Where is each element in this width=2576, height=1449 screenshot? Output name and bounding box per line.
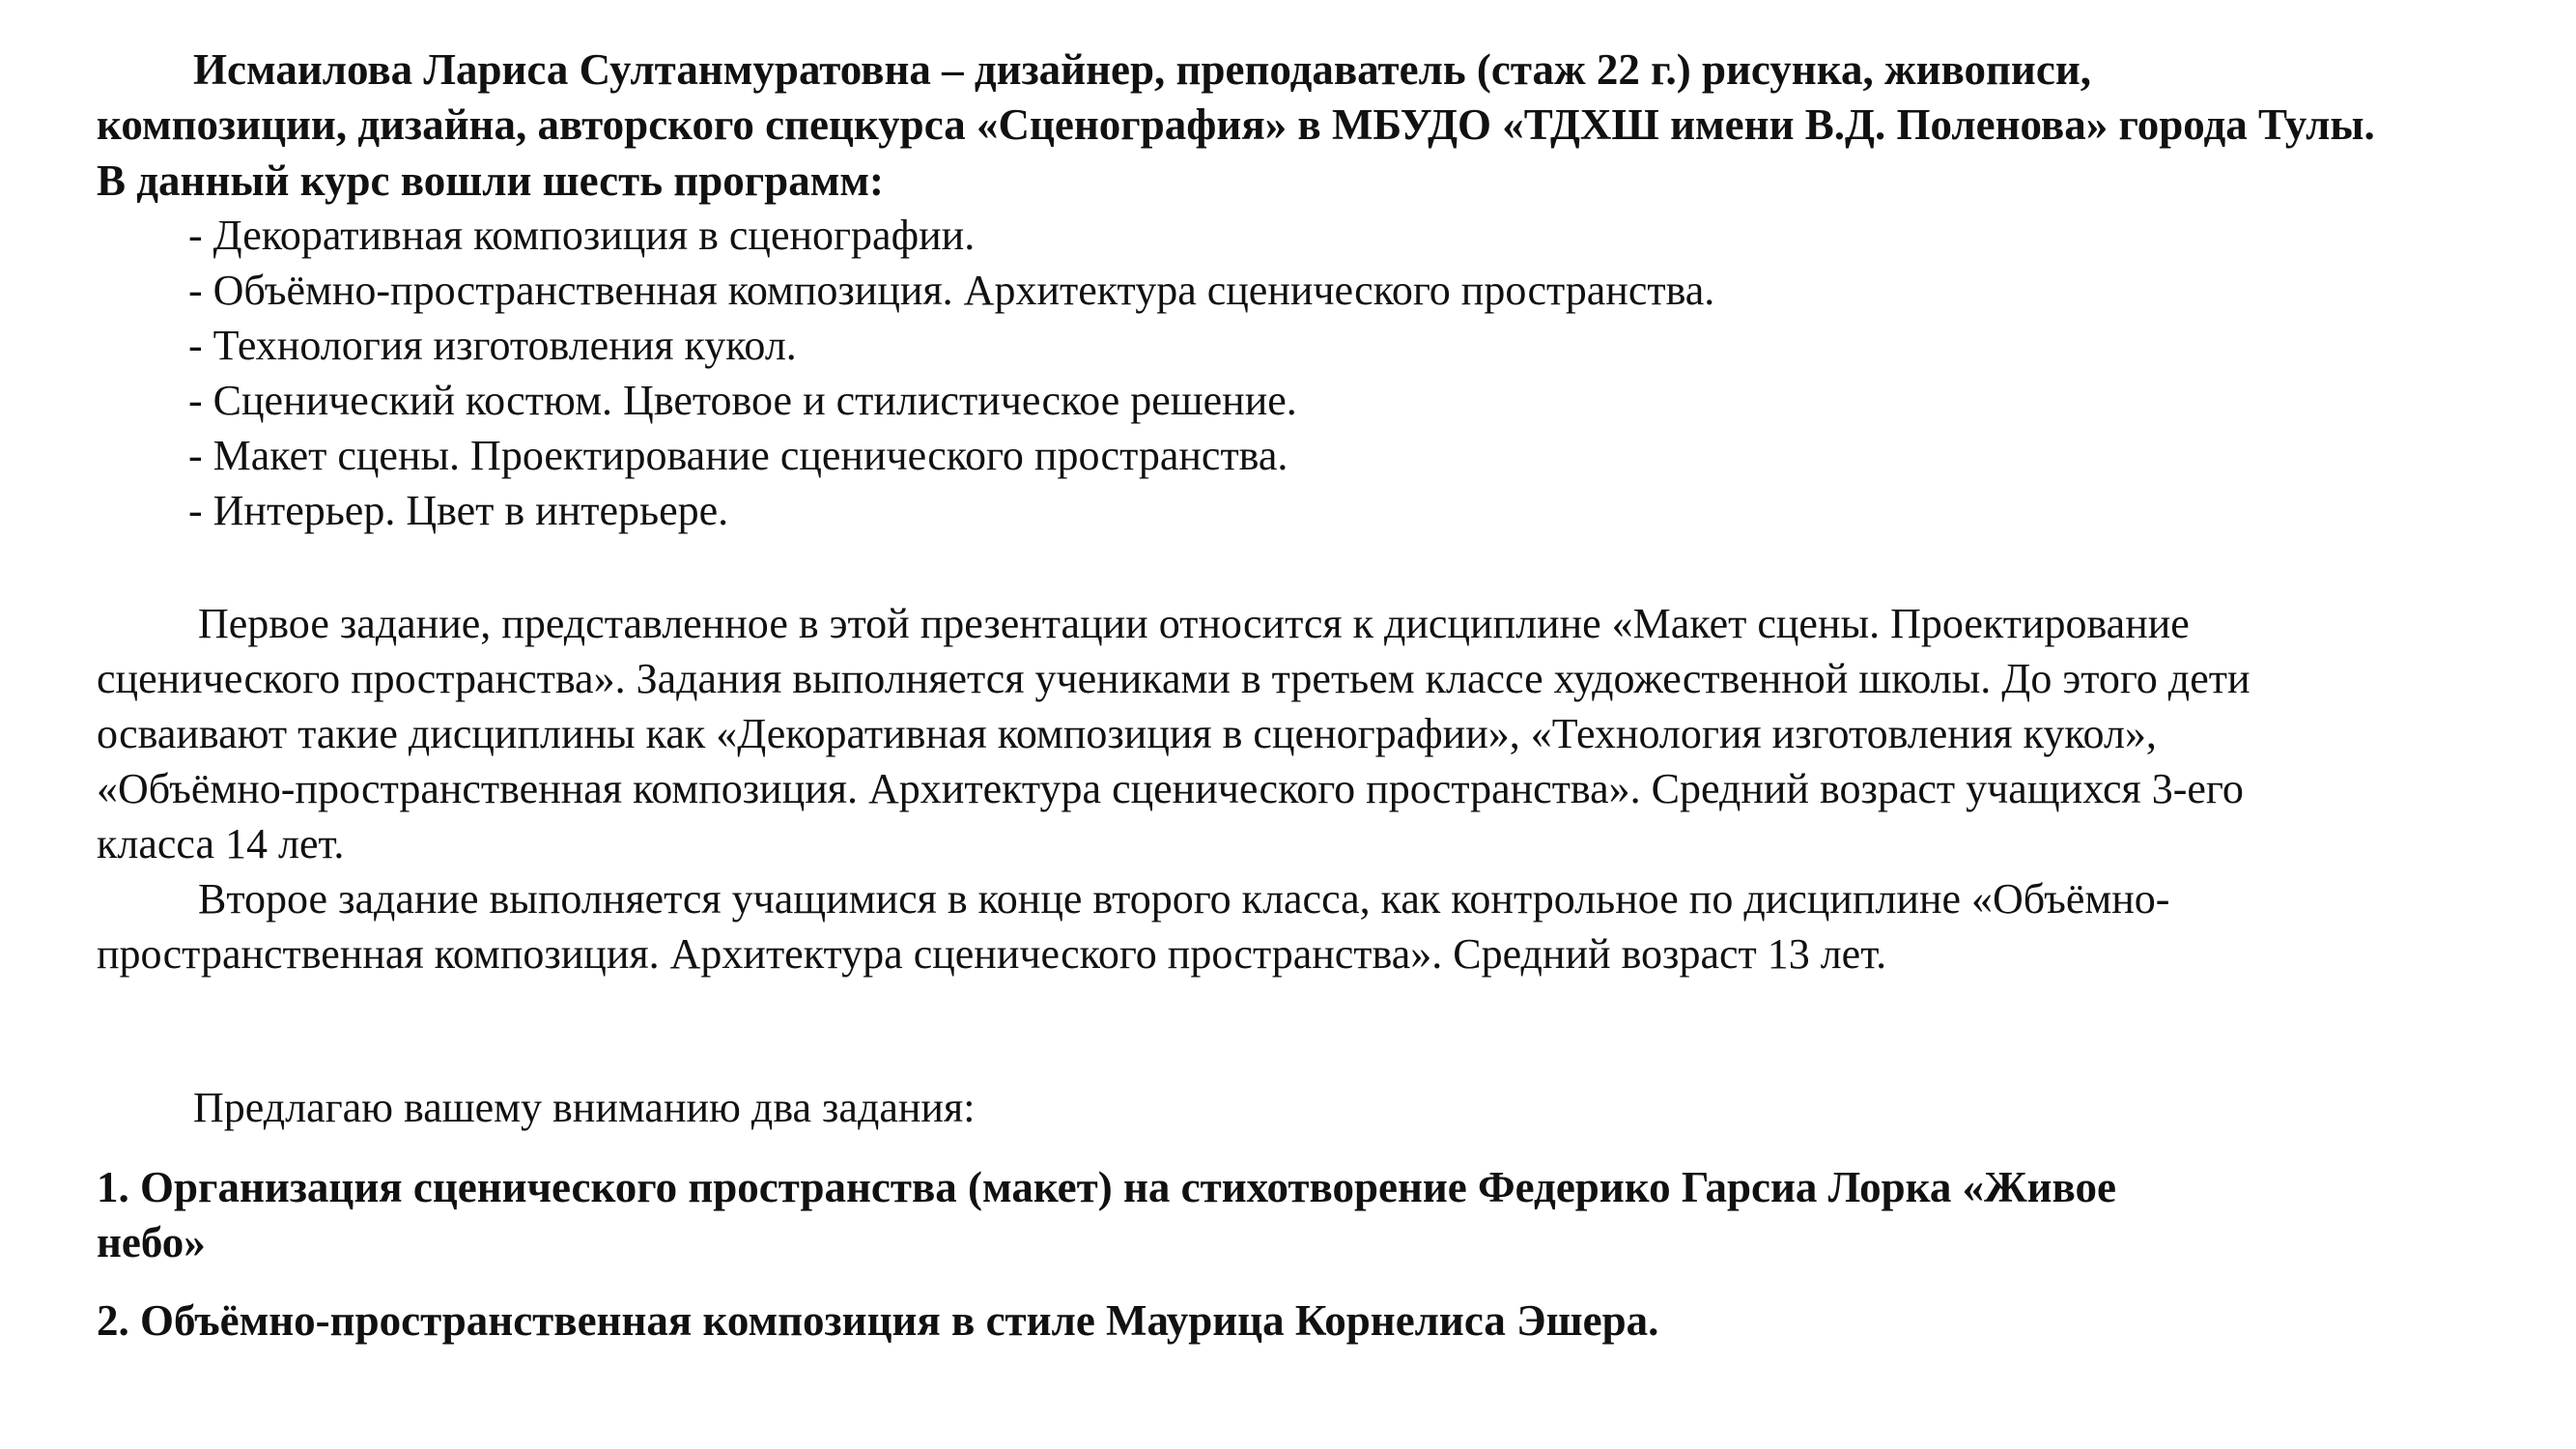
program-item: - Интерьер. Цвет в интерьере.	[188, 487, 729, 534]
program-item: - Сценический костюм. Цветовое и стилистическое решение.	[188, 377, 1297, 424]
offer-text: Предлагаю вашему вниманию два задания:	[193, 1084, 976, 1131]
paragraph-1-line: класса 14 лет.	[97, 820, 345, 867]
task-2: 2. Объёмно-пространственная композиция в стиле Маурица Корнелиса Эшера.	[97, 1296, 1659, 1345]
paragraph-1-line: сценического пространства». Задания выполняется учениками в третьем классе художественной школы. До этого дети	[97, 655, 2250, 702]
program-item: - Объёмно-пространственная композиция. Архитектура сценического пространства.	[188, 267, 1715, 314]
intro-line-3: В данный курс вошли шесть программ:	[97, 156, 884, 205]
program-item: - Декоративная композиция в сценографии.	[188, 212, 976, 259]
task-1-line: 1. Организация сценического пространства (макет) на стихотворение Федерико Гарсиа Лорка «Живое	[97, 1163, 2117, 1211]
paragraph-1-line: осваивают такие дисциплины как «Декоративная композиция в сценографии», «Технология изготовления кукол»,	[97, 710, 2157, 757]
task-1-line: небо»	[97, 1218, 206, 1266]
paragraph-1-line: Первое задание, представленное в этой презентации относится к дисциплине «Макет сцены. Проектирование	[198, 600, 2190, 647]
program-item: - Технология изготовления кукол.	[188, 322, 797, 369]
intro-line-1: Исмаилова Лариса Султанмуратовна – дизайнер, преподаватель (стаж 22 г.) рисунка, живописи,	[193, 45, 2092, 94]
paragraph-2-line: пространственная композиция. Архитектура сценического пространства». Средний возраст 13 лет.	[97, 930, 1887, 978]
paragraph-2-line: Второе задание выполняется учащимися в конце второго класса, как контрольное по дисциплине «Объёмно-	[198, 875, 2170, 923]
program-item: - Макет сцены. Проектирование сценического пространства.	[188, 432, 1288, 479]
paragraph-1-line: «Объёмно-пространственная композиция. Архитектура сценического пространства». Средний возраст учащихся 3-его	[97, 765, 2244, 812]
intro-line-2: композиции, дизайна, авторского спецкурса «Сценография» в МБУДО «ТДХШ имени В.Д. Поленова» города Тулы.	[97, 100, 2375, 149]
